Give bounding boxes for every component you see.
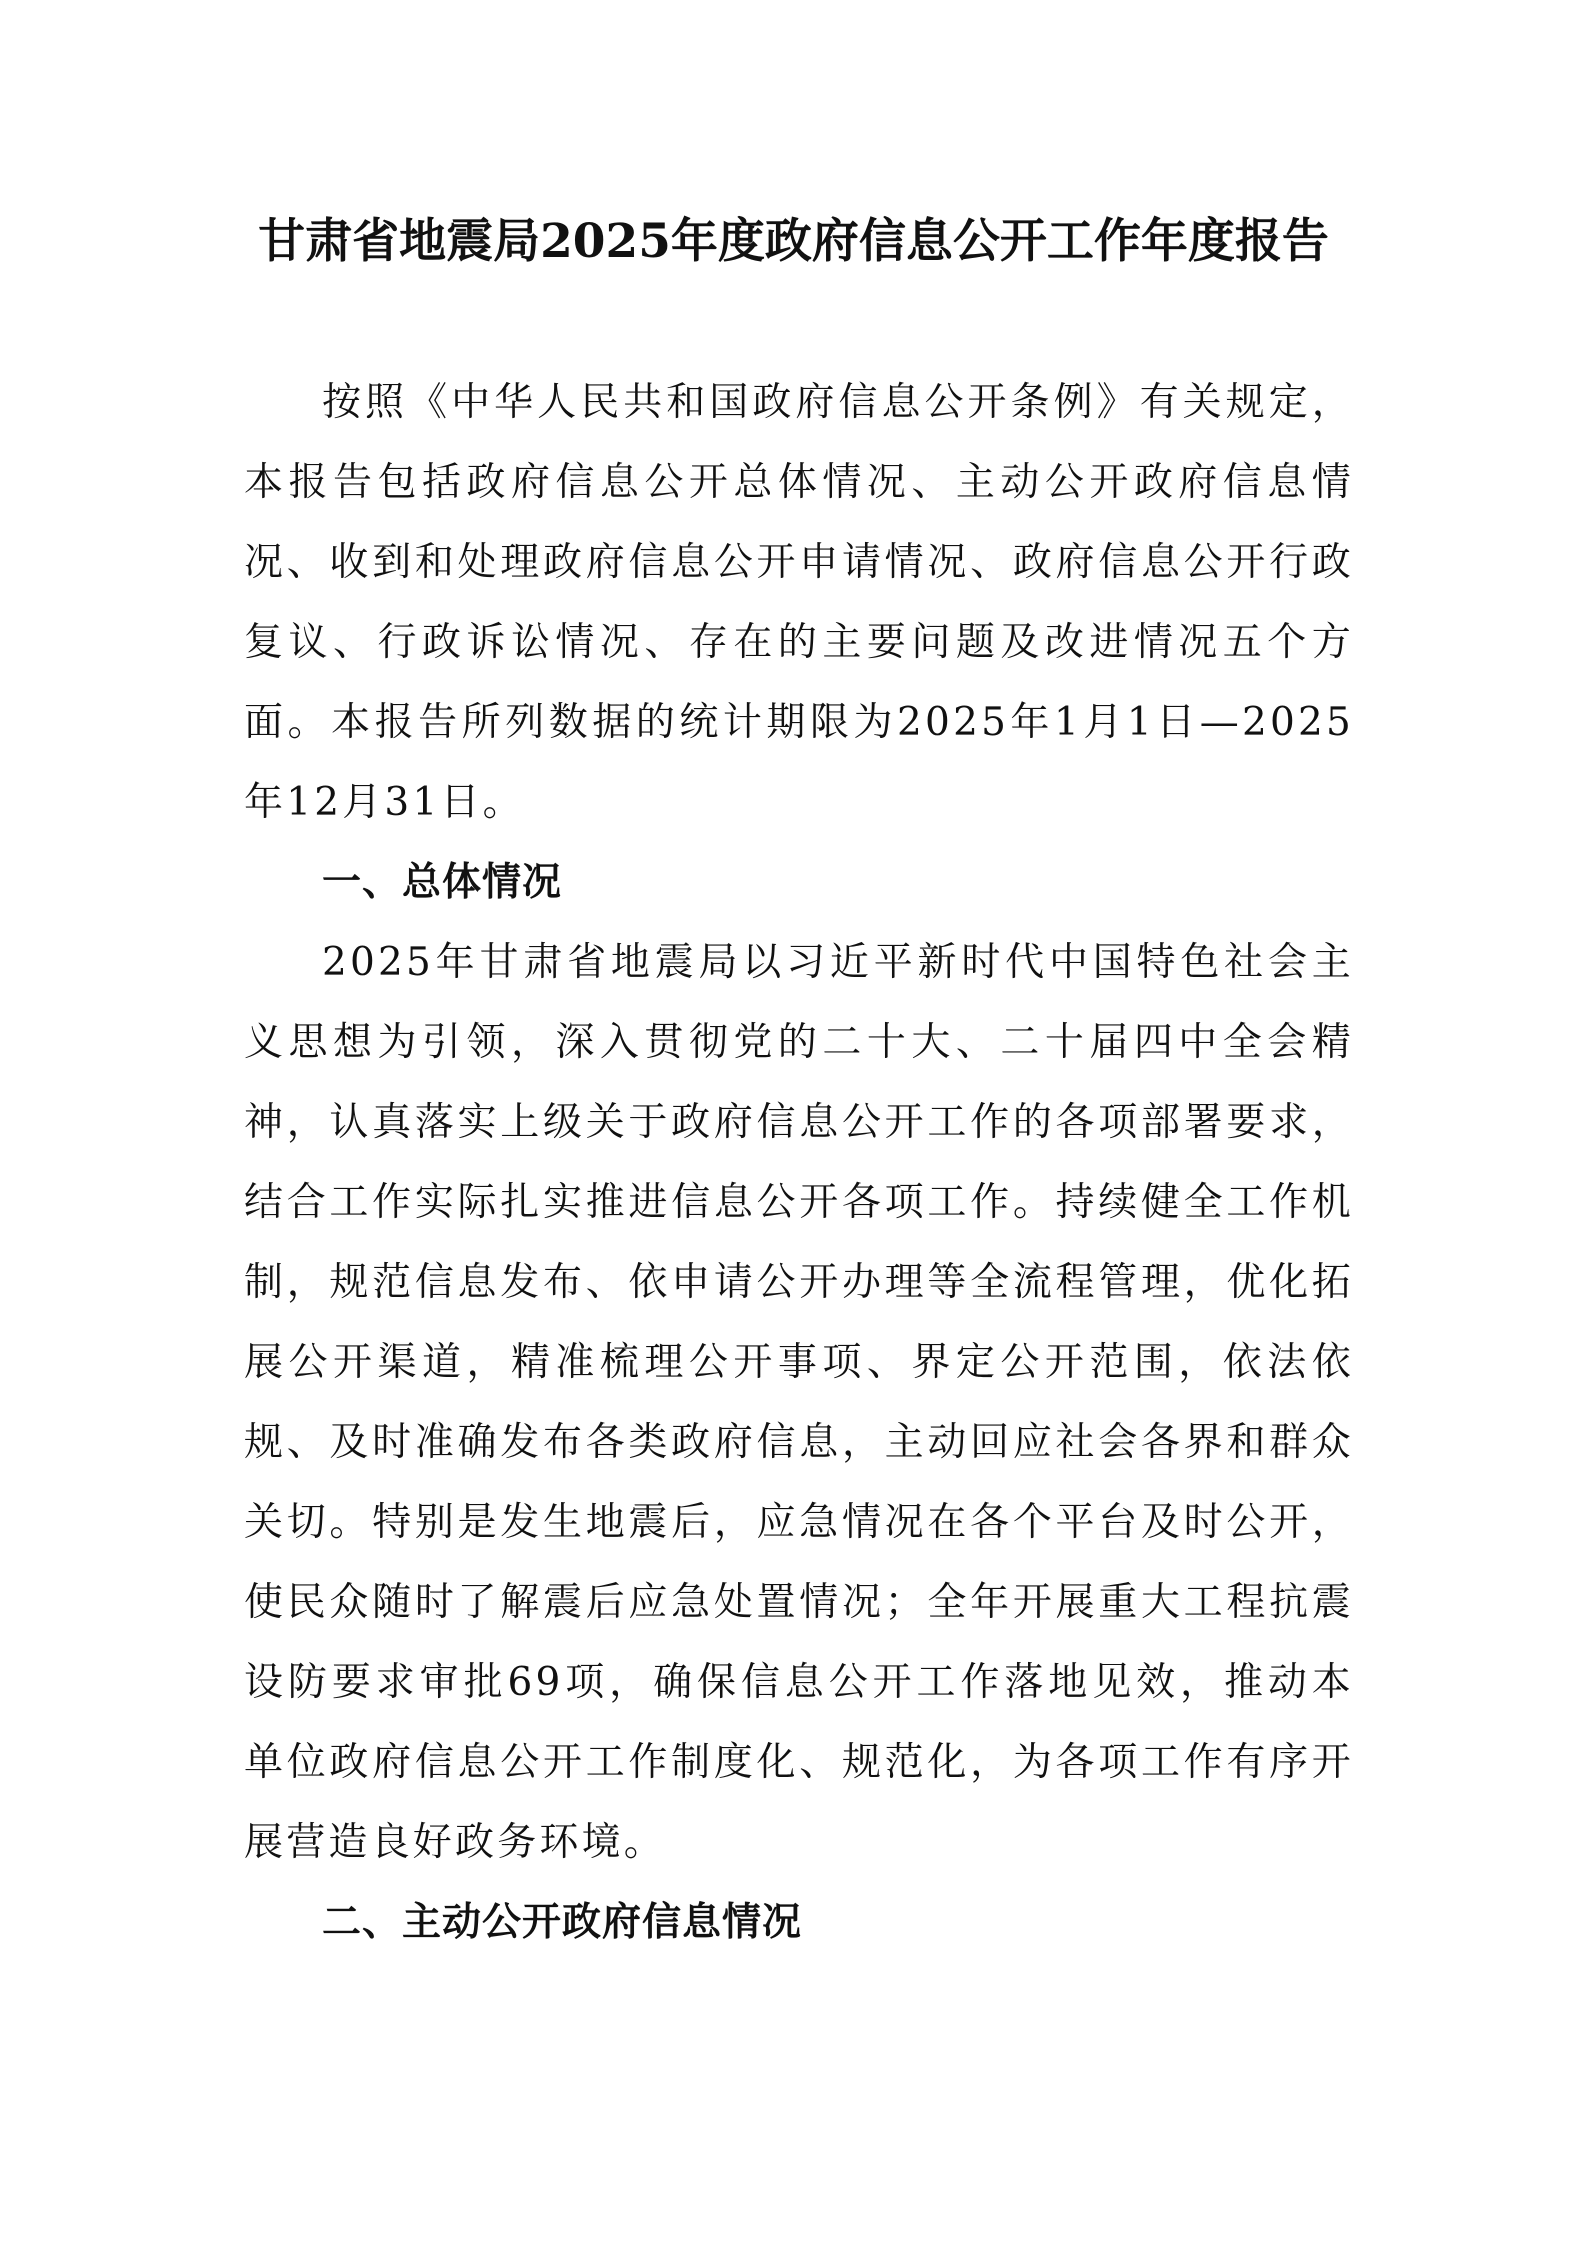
- report-title: 甘肃省地震局2025年度政府信息公开工作年度报告: [258, 214, 1329, 269]
- intro-paragraph: 按照《中华人民共和国政府信息公开条例》有关规定，本报告包括政府信息公开总体情况、主动公开政府信息情况、收到和处理政府信息公开申请情况、政府信息公开行政复议、行政诉讼情况、存在的主要问题及改进情况五个方面。本报告所列数据的统计期限为2025年1月1日—2025年12月31日。: [244, 380, 1354, 825]
- section-heading-proactive-disclosure: 二、主动公开政府信息情况: [322, 1900, 803, 1945]
- section-heading-overview: 一、总体情况: [322, 860, 563, 905]
- report-body: [244, 363, 1354, 1963]
- overview-paragraph: 2025年甘肃省地震局以习近平新时代中国特色社会主义思想为引领，深入贯彻党的二十大、二十届四中全会精神，认真落实上级关于政府信息公开工作的各项部署要求，结合工作实际扎实推进信息公开各项工作。持续健全工作机制，规范信息发布、依申请公开办理等全流程管理，优化拓展公开渠道，精准梳理公开事项、界定公开范围，依法依规、及时准确发布各类政府信息，主动回应社会各界和群众关切。特别是发生地震后，应急情况在各个平台及时公开，使民众随时了解震后应急处置情况；全年开展重大工程抗震设防要求审批69项，确保信息公开工作落地见效，推动本单位政府信息公开工作制度化、规范化，为各项工作有序开展营造良好政务环境。: [244, 940, 1354, 1865]
